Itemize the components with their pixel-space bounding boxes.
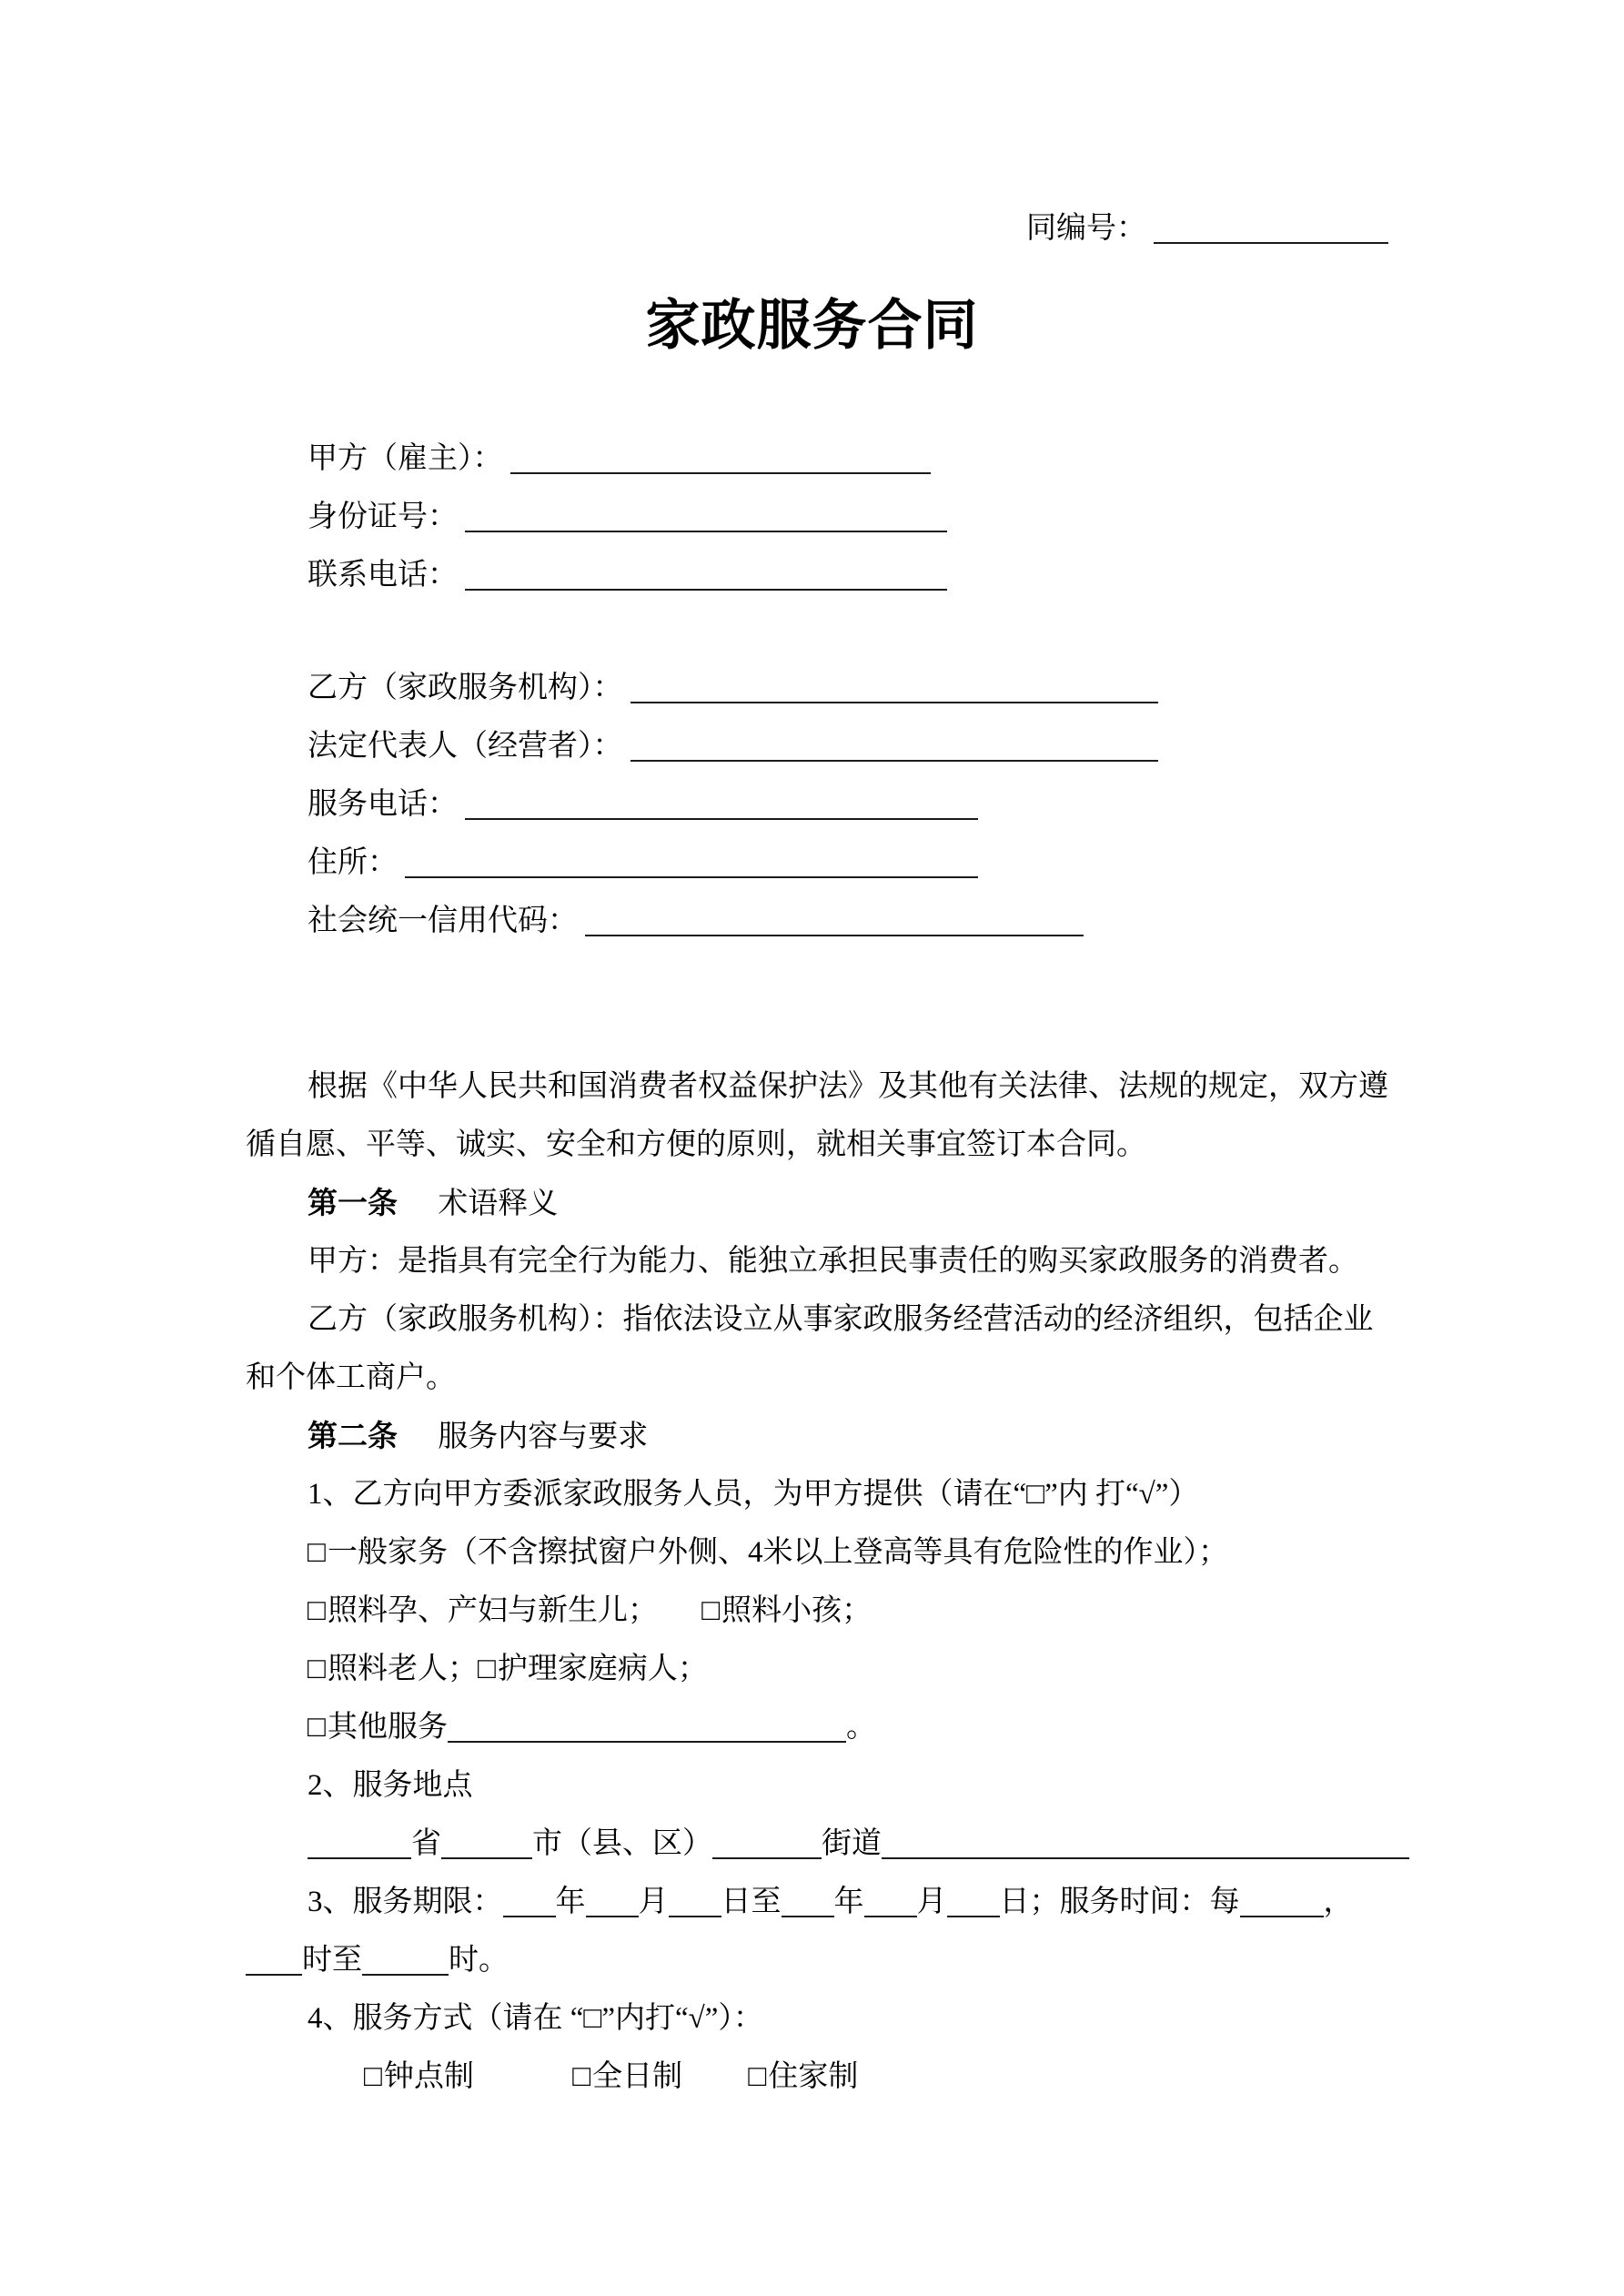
article-1-title: 术语释义 <box>438 1188 559 1220</box>
checkbox-hourly-mode[interactable]: □ <box>364 2060 384 2093</box>
service-mode-row <box>246 2048 1437 2106</box>
end-hour-blank[interactable] <box>362 1937 449 1976</box>
street-label: 街道 <box>822 1827 882 1860</box>
party-a-name-label: 甲方（雇主）： <box>308 442 503 475</box>
checkbox-maternity-care[interactable]: □ <box>308 1594 328 1627</box>
intro-line-1 <box>246 1057 1437 1116</box>
start-year-label: 年 <box>555 1886 586 1918</box>
service-term-label: 3、服务期限： <box>308 1886 503 1918</box>
party-b-name-row <box>308 659 1158 717</box>
province-label: 省 <box>411 1827 441 1860</box>
end-day-label: 日；服务时间：每 <box>999 1886 1240 1918</box>
contract-number-line <box>1026 206 1388 251</box>
party-b-legal-rep-row <box>308 717 1158 775</box>
party-b-address-blank[interactable] <box>405 840 978 878</box>
service-frequency-blank[interactable] <box>1240 1879 1324 1917</box>
service-location-row <box>246 1815 1437 1873</box>
party-a-id-label: 身份证号： <box>308 501 458 533</box>
party-b-address-label: 住所： <box>308 846 398 879</box>
start-day-label: 日至 <box>721 1886 782 1918</box>
party-a-name-row <box>308 430 947 488</box>
article-1-heading <box>246 1174 1437 1232</box>
option-patient-label: 护理家庭病人； <box>497 1653 708 1685</box>
mode-hourly-label: 钟点制 <box>383 2060 474 2093</box>
mode-livein-label: 住家制 <box>768 2060 859 2093</box>
start-month-blank[interactable] <box>586 1879 639 1917</box>
party-a-name-blank[interactable] <box>510 436 931 474</box>
party-b-phone-label: 服务电话： <box>308 788 458 821</box>
start-day-blank[interactable] <box>669 1879 721 1917</box>
article-2-number: 第二条 <box>308 1419 398 1452</box>
service-item-1-text: 1、乙方向甲方委派家政服务人员，为甲方提供（请在“□”内 打“√”） <box>308 1478 1199 1511</box>
service-item-1 <box>246 1465 1437 1523</box>
option-elderly-patient-row <box>246 1640 1437 1698</box>
checkbox-patient-care[interactable]: □ <box>477 1653 498 1685</box>
option-elderly-label: 照料老人； <box>327 1653 478 1685</box>
article-2-heading <box>246 1407 1437 1465</box>
service-item-2 <box>246 1756 1437 1815</box>
party-b-credit-code-label: 社会统一信用代码： <box>308 905 578 937</box>
end-day-blank[interactable] <box>947 1879 1000 1917</box>
party-a-definition-text: 甲方：是指具有完全行为能力、能独立承担民事责任的购买家政服务的消费者。 <box>308 1245 1358 1278</box>
intro-line-2 <box>246 1116 1437 1174</box>
party-a-id-blank[interactable] <box>465 494 947 532</box>
province-blank[interactable] <box>308 1821 411 1859</box>
party-b-name-blank[interactable] <box>630 665 1158 703</box>
party-b-definition-text-1: 乙方（家政服务机构）：指依法设立从事家政服务经营活动的经济组织，包括企业 <box>308 1303 1374 1336</box>
party-b-phone-row <box>308 775 1158 834</box>
mode-fulltime-label: 全日制 <box>592 2060 683 2093</box>
party-a-block <box>308 430 947 604</box>
option-general-housework-label: 一般家务（不含擦拭窗户外侧、4米以上登高等具有危险性的作业）； <box>327 1536 1228 1569</box>
party-b-credit-code-row <box>308 892 1158 950</box>
party-b-legal-rep-blank[interactable] <box>630 723 1158 762</box>
city-blank[interactable] <box>441 1821 532 1859</box>
option-other-service-row <box>246 1698 1437 1756</box>
hours-end-label: 时。 <box>449 1944 509 1977</box>
party-b-phone-blank[interactable] <box>465 782 978 820</box>
option-child-label: 照料小孩； <box>721 1594 873 1627</box>
service-item-4-text: 4、服务方式（请在 “□”内打“√”）： <box>308 2002 763 2035</box>
service-item-4 <box>246 1989 1437 2048</box>
article-2-title: 服务内容与要求 <box>438 1421 649 1453</box>
article-1-number: 第一条 <box>308 1186 398 1219</box>
option-general-housework-row <box>246 1523 1437 1582</box>
service-term-comma: ， <box>1323 1886 1354 1918</box>
checkbox-fulltime-mode[interactable]: □ <box>572 2060 593 2093</box>
party-a-phone-label: 联系电话： <box>308 559 458 592</box>
district-blank[interactable] <box>712 1821 822 1859</box>
contract-number-label: 同编号： <box>1026 212 1146 245</box>
service-term-row <box>246 1873 1437 1931</box>
page-title: 家政服务合同 <box>645 295 979 356</box>
checkbox-livein-mode[interactable]: □ <box>748 2060 769 2093</box>
party-b-definition-line-2 <box>246 1349 1437 1407</box>
end-month-blank[interactable] <box>864 1879 917 1917</box>
start-year-blank[interactable] <box>503 1879 556 1917</box>
intro-text-1: 根据《中华人民共和国消费者权益保护法》及其他有关法律、法规的规定，双方遵 <box>308 1070 1388 1103</box>
party-b-credit-code-blank[interactable] <box>585 898 1084 936</box>
end-year-label: 年 <box>833 1886 864 1918</box>
contract-body <box>246 1057 1437 2106</box>
end-year-blank[interactable] <box>782 1879 834 1917</box>
checkbox-other-service[interactable]: □ <box>308 1711 328 1744</box>
checkbox-general-housework[interactable]: □ <box>308 1536 328 1569</box>
party-b-definition-line-1 <box>246 1290 1437 1349</box>
party-a-id-row <box>308 488 947 546</box>
end-month-label: 月 <box>916 1886 947 1918</box>
contract-number-blank[interactable] <box>1154 206 1388 244</box>
party-b-block <box>308 659 1158 950</box>
party-b-address-row <box>308 834 1158 892</box>
start-month-label: 月 <box>638 1886 669 1918</box>
party-a-definition <box>246 1232 1437 1290</box>
start-hour-blank[interactable] <box>246 1937 302 1976</box>
street-detail-blank[interactable] <box>882 1821 1409 1859</box>
hours-to-label: 时至 <box>302 1944 362 1977</box>
other-service-blank[interactable] <box>448 1704 846 1743</box>
checkbox-elderly-care[interactable]: □ <box>308 1653 328 1685</box>
option-other-period: 。 <box>845 1711 876 1744</box>
party-a-phone-row <box>308 546 947 604</box>
party-b-legal-rep-label: 法定代表人（经营者）： <box>308 730 623 763</box>
service-hours-row <box>246 1931 1437 1989</box>
party-a-phone-blank[interactable] <box>465 552 947 591</box>
service-item-2-text: 2、服务地点 <box>308 1769 473 1802</box>
party-b-name-label: 乙方（家政服务机构）： <box>308 672 623 704</box>
city-label: 市（县、区） <box>532 1827 712 1860</box>
intro-text-2: 循自愿、平等、诚实、安全和方便的原则，就相关事宜签订本合同。 <box>246 1128 1146 1161</box>
checkbox-child-care[interactable]: □ <box>701 1594 722 1627</box>
option-maternity-child-row <box>246 1582 1437 1640</box>
option-maternity-label: 照料孕、产妇与新生儿； <box>327 1594 658 1627</box>
option-other-label: 其他服务 <box>327 1711 448 1744</box>
party-b-definition-text-2: 和个体工商户。 <box>246 1361 456 1394</box>
